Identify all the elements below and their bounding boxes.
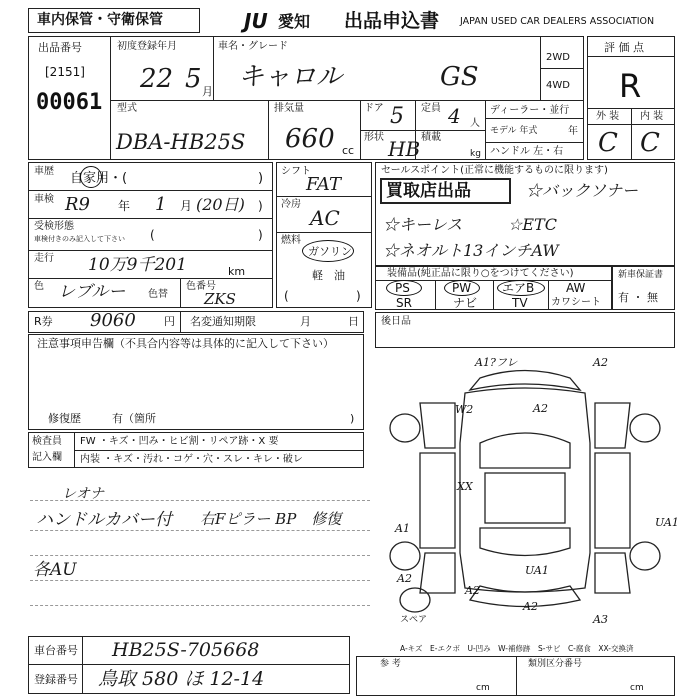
exterior-label: 外 装	[596, 111, 620, 122]
rule	[276, 196, 372, 197]
inspection-day: (20日)	[196, 195, 245, 214]
diagram-label-a2-left: A2	[397, 572, 412, 585]
diagram-label-front: A1?フレ	[475, 356, 518, 369]
diagram-label-ua1-rear: UA1	[525, 564, 549, 577]
interior-value: C	[640, 128, 660, 158]
fuel-close: )	[356, 289, 361, 303]
fuel-label: 燃料	[281, 235, 301, 246]
note-line	[30, 555, 370, 556]
car-damage-diagram	[375, 348, 679, 628]
spare-label: スペア	[400, 615, 428, 625]
mileage-label: 走行	[34, 253, 54, 264]
acceptance-open: (	[150, 228, 155, 242]
inspector-note-3: 右Fピラー BP 修復	[200, 510, 342, 528]
note-line	[30, 580, 370, 581]
registration-month: 5	[185, 64, 202, 94]
dealer-label: ディーラー・並行	[490, 105, 570, 116]
rule	[360, 130, 485, 131]
after-parts-label: 後日品	[381, 316, 411, 327]
acceptance-label: 受検形態	[34, 221, 74, 232]
model-year-unit: 年	[568, 126, 578, 137]
warranty-label: 新車保証書	[618, 270, 664, 280]
chassis-label: 車台番号	[34, 644, 78, 657]
rule	[74, 450, 364, 451]
equip-aw: AW	[566, 281, 586, 295]
inspection-month-unit: 月	[180, 199, 193, 213]
reference-label: 参 考	[380, 659, 401, 669]
ju-logo: JU	[244, 9, 268, 33]
color-change-label: 色替	[148, 289, 168, 300]
selling-point-2: ☆キーレス	[383, 215, 463, 234]
equip-airbag: エアB	[502, 281, 535, 295]
doors-label: ドア	[364, 103, 384, 114]
rule	[493, 280, 494, 310]
rule	[180, 311, 181, 333]
legend-line: A-キズ E-エクボ U-凹み W-補修跡 S-サビ C-腐食 XX-交換済	[400, 644, 634, 653]
rule	[213, 36, 214, 100]
rule	[548, 280, 549, 310]
rule	[485, 118, 584, 119]
registration-month-unit: 月	[202, 85, 213, 98]
selling-point-3: ☆ETC	[508, 215, 557, 234]
plate-label: 登録番号	[34, 673, 78, 686]
mileage-unit: km	[228, 265, 246, 278]
car-grade: GS	[440, 62, 479, 92]
color-number-label: 色番号	[186, 281, 216, 292]
selling-point-4: ☆ネオルト13インチAW	[383, 241, 559, 260]
equip-pw: PW	[452, 281, 472, 295]
inspection-month: 1	[155, 194, 167, 215]
inspector-row2: 内装 ・キズ・汚れ・コゲ・穴・スレ・キレ・破レ	[80, 454, 303, 465]
recycle-unit: 円	[164, 315, 175, 328]
diagram-label-a2-right: A2	[533, 402, 548, 415]
note-line	[30, 605, 370, 606]
car-name: キャロル	[238, 62, 343, 92]
inspector-note-4: 各AU	[33, 560, 77, 580]
grade-value: R	[619, 67, 642, 105]
fuel-open: (	[284, 289, 289, 303]
doors-value: 5	[390, 104, 404, 129]
model-year-label: モデル 年式	[490, 126, 538, 136]
equipment-label: 装備品(純正品に限り○をつけてください)	[387, 268, 574, 279]
acceptance-note: 車検付きのみ記入して下さい	[34, 235, 125, 243]
aircon-value: AC	[310, 206, 340, 230]
shape-label: 形状	[364, 132, 384, 143]
warranty-value: 有 ・ 無	[618, 291, 658, 304]
rule	[540, 68, 584, 69]
rule	[268, 100, 269, 160]
chassis-value: HB25S-705668	[112, 639, 260, 661]
diagram-label-a1: A1	[395, 522, 410, 535]
displacement-unit: cc	[342, 144, 355, 157]
handle-label: ハンドル 左・右	[490, 146, 564, 157]
rule	[110, 36, 111, 160]
equip-sr: SR	[396, 296, 412, 310]
model-value: DBA-HB25S	[116, 130, 246, 154]
shape-value: HB	[388, 137, 421, 161]
fuel-gasoline: ガソリン	[308, 245, 352, 258]
capacity-value: 4	[448, 104, 461, 128]
color-number: ZKS	[204, 290, 236, 308]
selling-points-label: セールスポイント(正常に機能するものに限ります)	[381, 165, 608, 176]
rule	[110, 100, 584, 101]
lot-number: 00061	[36, 90, 103, 115]
car-name-label: 車名・グレード	[218, 41, 288, 52]
rule	[516, 656, 517, 696]
diagram-label-a2-rear: A2	[465, 584, 480, 597]
diagram-label-a2-rear-2: A2	[523, 600, 538, 613]
color-value: レブルー	[58, 282, 126, 302]
plate-value: 鳥取 580 ほ 12-14	[98, 668, 265, 690]
model-label: 型式	[117, 103, 137, 114]
cm-2: cm	[630, 683, 644, 693]
registration-label: 初度登録年月	[117, 41, 177, 52]
inspection-year-unit: 年	[118, 199, 131, 213]
shift-value: FAT	[306, 174, 341, 195]
exterior-value: C	[598, 128, 618, 158]
capacity-label: 定員	[421, 103, 441, 114]
registration-year: 22	[140, 64, 174, 94]
after-parts-frame	[375, 312, 675, 348]
name-change-month: 月	[300, 315, 311, 328]
rule	[485, 100, 486, 160]
equip-kawa-seat: カワシート	[551, 297, 601, 308]
diagram-label-a2-front: A2	[593, 356, 608, 369]
inspection-era: R9	[65, 194, 91, 215]
rule	[631, 108, 632, 160]
rule	[180, 278, 181, 308]
inspector-label2: 記入欄	[32, 452, 62, 463]
name-change-day: 日	[348, 315, 359, 328]
displacement-label: 排気量	[274, 103, 304, 114]
logo-place: 愛知	[278, 12, 311, 31]
use-label: 車歴	[34, 166, 54, 177]
aircon-label: 冷房	[281, 199, 301, 210]
form-title: 出品申込書	[344, 10, 440, 32]
buyshop-text: 買取店出品	[386, 181, 471, 201]
inspector-label1: 検査員	[32, 436, 62, 447]
drive-2wd: 2WD	[546, 52, 570, 63]
equip-navi: ナビ	[453, 296, 478, 310]
type-label: 類別区分番号	[528, 659, 583, 669]
lot-label: 出品番号	[38, 41, 82, 54]
notes-label: 注意事項申告欄（不具合内容等は具体的に記入して下さい）	[37, 337, 334, 350]
rule	[28, 278, 273, 279]
shift-label: シフト	[281, 166, 311, 177]
rule	[28, 218, 273, 219]
rule	[276, 232, 372, 233]
rule	[587, 56, 675, 57]
storage-label: 車内保管・守衛保管	[37, 12, 163, 28]
equip-tv: TV	[512, 296, 528, 310]
inspection-close: )	[258, 199, 263, 213]
diagram-label-w2: W2	[455, 403, 474, 416]
equip-ps: PS	[395, 281, 410, 295]
color-label: 色	[34, 281, 44, 292]
repair-value: 有（箇所	[112, 412, 156, 425]
diagram-label-ua1-right: UA1	[655, 516, 679, 529]
rule	[435, 280, 436, 310]
use-value: 自家用・(	[70, 171, 128, 186]
mileage-value: 10万9千201	[88, 255, 187, 275]
association-name: JAPAN USED CAR DEALERS ASSOCIATION	[460, 16, 655, 27]
rule	[28, 190, 273, 191]
note-line	[30, 530, 370, 531]
inspector-row1: FW ・キズ・凹み・ヒビ割・リペア跡・X 要	[80, 436, 279, 447]
selling-point-1: ☆バックソナー	[526, 181, 639, 200]
diagram-label-xx: XX	[457, 480, 473, 493]
repair-label: 修復歴	[48, 412, 81, 425]
rule	[28, 664, 350, 665]
interior-label: 内 装	[640, 111, 664, 122]
inspection-label: 車検	[34, 194, 54, 205]
rule	[485, 142, 584, 143]
lot-sub: [2151]	[45, 65, 85, 79]
grade-label: 評 価 点	[604, 41, 644, 54]
rule	[82, 636, 83, 694]
repair-close: )	[350, 412, 355, 425]
use-close: )	[258, 171, 264, 186]
acceptance-close: )	[258, 228, 263, 242]
recycle-value: 9060	[90, 310, 136, 331]
drive-4wd: 4WD	[546, 80, 570, 91]
capacity-unit: 人	[470, 118, 480, 129]
diagram-label-a3: A3	[593, 613, 608, 626]
load-label: 積載	[421, 132, 441, 143]
name-change-label: 名変通知期限	[190, 315, 256, 328]
cm-1: cm	[476, 683, 490, 693]
note-line	[30, 500, 370, 501]
fuel-light-oil: 軽 油	[312, 269, 345, 282]
recycle-label: R券	[34, 315, 53, 328]
load-unit: kg	[470, 149, 481, 159]
inspector-note-2: ハンドルカバー付	[36, 510, 172, 530]
displacement-value: 660	[285, 124, 335, 154]
rule	[28, 250, 273, 251]
inspector-note-1: レオナ	[62, 486, 104, 502]
